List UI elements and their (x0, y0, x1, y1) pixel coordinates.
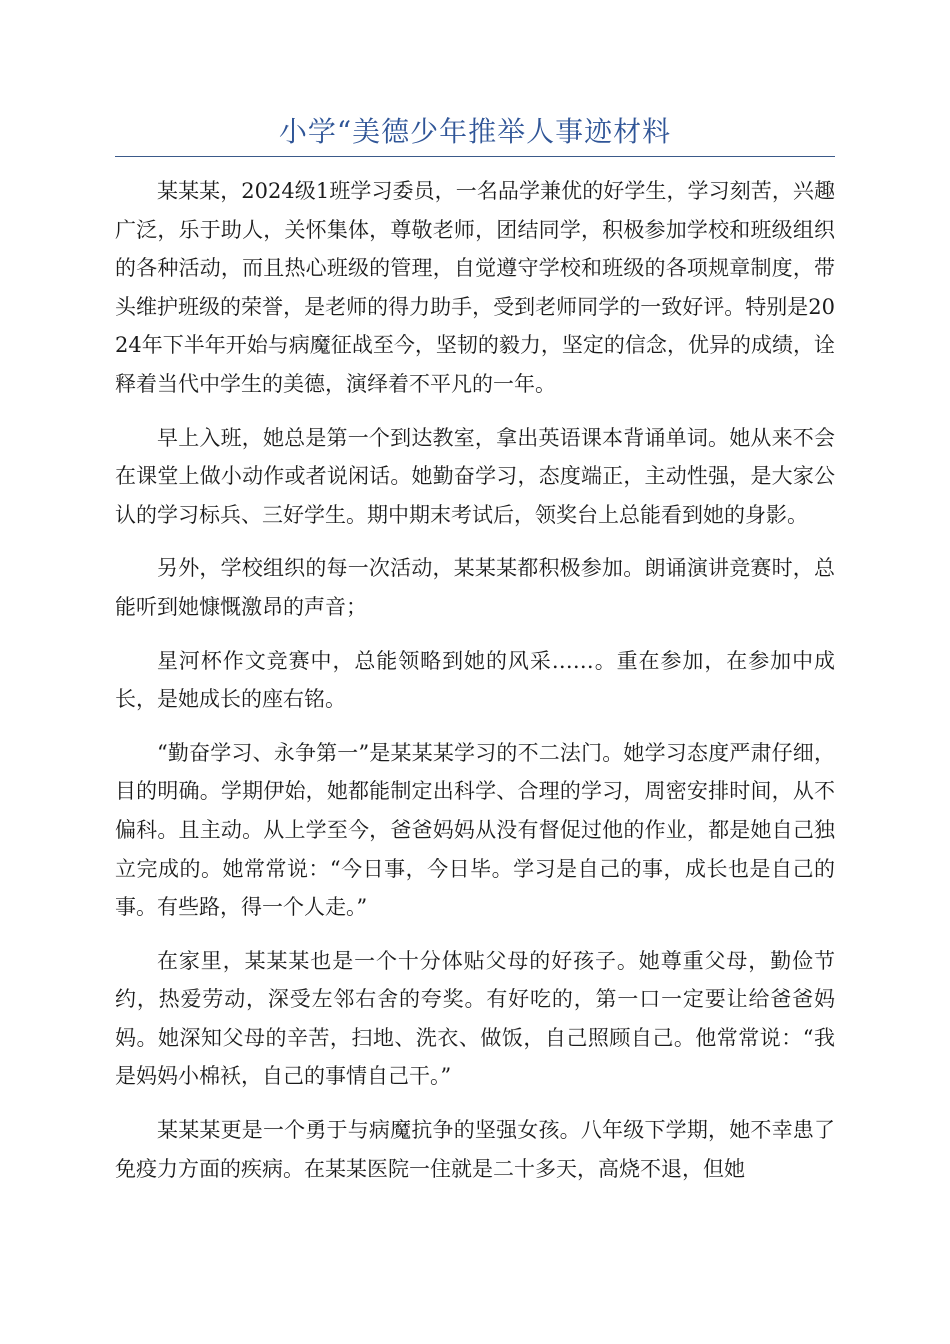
title-block (115, 112, 835, 157)
paragraph-5: “勤奋学习、永争第一”是某某某学习的不二法门。她学习态度严肃仔细，目的明确。学期伊始，她都能制定出科学、合理的学习，周密安排时间，从不偏科。且主动。从上学至今，爸爸妈妈从没有督促过他的作业，都是她自己独立完成的。她常常说：“今日事，今日毕。学习是自己的事，成长也是自己的事。有些路，得一个人走。” (115, 740, 835, 920)
paragraph-1: 某某某，2024级1班学习委员，一名品学兼优的好学生，学习刻苦，兴趣广泛，乐于助人，关怀集体，尊敬老师，团结同学，积极参加学校和班级组织的各种活动，而且热心班级的管理，自觉遵守学校和班级的各项规章制度，带头维护班级的荣誉，是老师的得力助手，受到老师同学的一致好评。特别是2024年下半年开始与病魔征战至今，坚韧的毅力，坚定的信念，优异的成绩，诠释着当代中学生的美德，演绎着不平凡的一年。 (115, 179, 835, 396)
paragraph-3: 另外，学校组织的每一次活动，某某某都积极参加。朗诵演讲竞赛时，总能听到她慷慨激昂的声音； (115, 556, 835, 619)
paragraph-7: 某某某更是一个勇于与病魔抗争的坚强女孩。八年级下学期，她不幸患了免疫力方面的疾病。在某某医院一住就是二十多天，高烧不退，但她 (115, 1118, 835, 1181)
paragraph-6: 在家里，某某某也是一个十分体贴父母的好孩子。她尊重父母，勤俭节约，热爱劳动，深受左邻右舍的夸奖。有好吃的，第一口一定要让给爸爸妈妈。她深知父母的辛苦，扫地、洗衣、做饭，自己照顾自己。他常常说：“我是妈妈小棉袄，自己的事情自己干。” (115, 948, 835, 1089)
document-title: 小学“美德少年推举人事迹材料 (278, 115, 672, 148)
paragraph-2: 早上入班，她总是第一个到达教室，拿出英语课本背诵单词。她从来不会在课堂上做小动作或者说闲话。她勤奋学习，态度端正，主动性强，是大家公认的学习标兵、三好学生。期中期末考试后，领奖台上总能看到她的身影。 (115, 425, 835, 527)
document-body (115, 172, 835, 1203)
paragraph-4: 星河杯作文竞赛中，总能领略到她的风采……。重在参加，在参加中成长，是她成长的座右铭。 (115, 648, 835, 712)
